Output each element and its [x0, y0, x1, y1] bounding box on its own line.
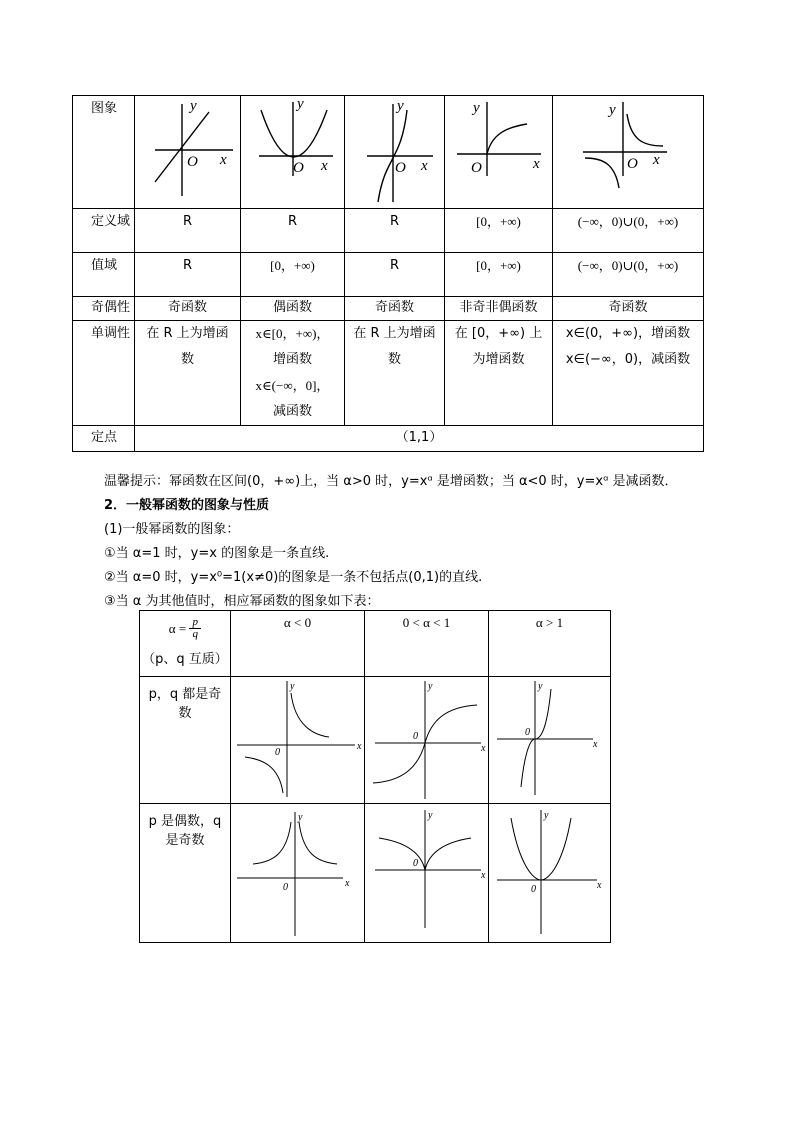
graph-cell-sqrt [445, 96, 553, 209]
row-label-range: 值域 [73, 253, 135, 297]
axis-label-x: x [357, 741, 362, 752]
graph-cell-square [241, 96, 345, 209]
graph-even-fractional [365, 804, 489, 942]
graph-cell [231, 677, 365, 804]
range-cell: [0，+∞) [241, 253, 345, 297]
origin-label: 0 [413, 858, 418, 869]
row-label-parity: 奇偶性 [73, 297, 135, 321]
row-label-domain: 定义域 [73, 209, 135, 253]
graph-linear [135, 96, 241, 208]
graph-cell [489, 677, 611, 804]
subsection-title: (1)一般幂函数的图象： [104, 522, 240, 537]
list-item: ③当 α 为其他值时，相应幂函数的图象如下表： [104, 594, 380, 609]
graph-reciprocal [553, 96, 704, 208]
axis-label-y: y [544, 810, 549, 821]
monotonicity-cell: 在 [0，+∞) 上 为增函数 [445, 321, 553, 426]
tip-text: 温馨提示：幂函数在区间(0，+∞)上，当 α>0 时，y=xᵅ 是增函数；当 α<0 时，y=xᵅ 是减函数． [104, 474, 678, 489]
axis-label-x: x [481, 870, 486, 881]
alpha-eq: α = [168, 620, 187, 636]
domain-cell: [0，+∞) [445, 209, 553, 253]
axis-label-x: x [533, 156, 540, 172]
parity-cell: 奇函数 [135, 297, 241, 321]
graph-cell-cube [345, 96, 445, 209]
axis-label-y: y [397, 98, 404, 114]
list-item: ②当 α=0 时，y=x⁰=1(x≠0)的图象是一条不包括点(0,1)的直线. [104, 570, 483, 585]
graph-even-negative [231, 804, 365, 942]
parity-cell: 奇函数 [553, 297, 704, 321]
axis-label-y: y [473, 100, 480, 116]
list-item: ①当 α=1 时，y=x 的图象是一条直线. [104, 546, 330, 561]
axis-label-y: y [609, 102, 616, 118]
axis-label-y: y [428, 681, 433, 692]
origin-label: O [627, 156, 638, 172]
axis-label-x: x [421, 158, 428, 174]
parity-cell: 偶函数 [241, 297, 345, 321]
row-label-graph: 图象 [73, 96, 135, 209]
axis-label-y: y [538, 681, 543, 692]
axis-label-y: y [297, 96, 304, 112]
graph-cube [345, 96, 445, 208]
domain-cell: R [241, 209, 345, 253]
axis-label-x: x [593, 739, 598, 750]
col-header-greater-1: α > 1 [489, 611, 611, 677]
graph-sqrt [445, 96, 553, 208]
origin-label: 0 [275, 747, 280, 758]
origin-label: O [395, 160, 406, 176]
monotonicity-cell: x∈(0，+∞)，增函数 x∈(−∞，0)，减函数 [553, 321, 704, 426]
row-label-monotonicity: 单调性 [73, 321, 135, 426]
power-function-properties-table [72, 95, 704, 452]
axis-label-y: y [298, 812, 303, 823]
origin-label: 0 [283, 882, 288, 893]
graph-cell-reciprocal [553, 96, 704, 209]
range-cell: (−∞，0)∪(0，+∞) [553, 253, 704, 297]
fraction-p-over-q: p q [189, 617, 201, 640]
graph-cell [489, 804, 611, 943]
monotonicity-cell: 在 R 上为增函 数 [135, 321, 241, 426]
coprime-note: （p、q 互质） [142, 652, 228, 667]
graph-even-greater [489, 804, 611, 942]
origin-label: O [293, 160, 304, 176]
axis-label-x: x [220, 152, 227, 168]
graph-cell [231, 804, 365, 943]
axis-label-x: x [653, 152, 660, 168]
axis-label-x: x [597, 880, 602, 891]
col-header-between-0-1: 0 < α < 1 [365, 611, 489, 677]
axis-label-x: x [321, 158, 328, 174]
row-label-even-odd: p 是偶数，q 是奇数 [140, 804, 231, 943]
origin-label: O [187, 154, 198, 170]
parity-cell: 奇函数 [345, 297, 445, 321]
col-header-negative: α < 0 [231, 611, 365, 677]
graph-odd-fractional [365, 677, 489, 803]
parity-cell: 非奇非偶函数 [445, 297, 553, 321]
axis-label-x: x [345, 878, 350, 889]
monotonicity-cell: x∈[0，+∞)， 增函数 x∈(−∞，0]， 减函数 [241, 321, 345, 426]
graph-odd-greater [489, 677, 611, 803]
origin-label: O [471, 160, 482, 176]
domain-cell: R [135, 209, 241, 253]
general-power-function-graph-table [139, 610, 611, 943]
range-cell: R [345, 253, 445, 297]
axis-label-y: y [190, 98, 197, 114]
domain-cell: R [345, 209, 445, 253]
section-heading: 2．一般幂函数的图象与性质 [104, 498, 270, 513]
domain-cell: (−∞，0)∪(0，+∞) [553, 209, 704, 253]
row-label-odd-odd: p，q 都是奇 数 [140, 677, 231, 804]
axis-label-y: y [428, 810, 433, 821]
graph-cell [365, 677, 489, 804]
row-label-fixed-point: 定点 [73, 426, 135, 452]
alpha-header-cell [140, 611, 231, 677]
origin-label: 0 [525, 727, 530, 738]
origin-label: 0 [531, 884, 536, 895]
axis-label-y: y [290, 681, 295, 692]
range-cell: R [135, 253, 241, 297]
axis-label-x: x [481, 743, 486, 754]
graph-odd-negative [231, 677, 365, 803]
fixed-point-cell: （1,1） [135, 426, 704, 452]
origin-label: 0 [413, 731, 418, 742]
graph-cell [365, 804, 489, 943]
graph-cell-linear [135, 96, 241, 209]
graph-square [241, 96, 345, 208]
monotonicity-cell: 在 R 上为增函 数 [345, 321, 445, 426]
range-cell: [0，+∞) [445, 253, 553, 297]
